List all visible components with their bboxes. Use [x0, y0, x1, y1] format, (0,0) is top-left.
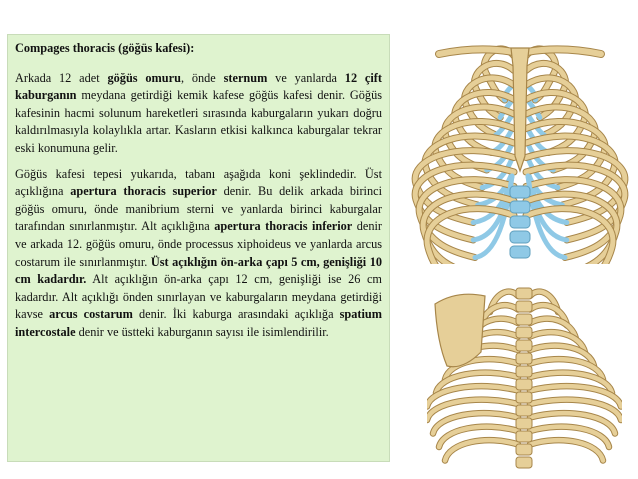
bold-term: göğüs omuru — [107, 70, 181, 85]
section-heading: Compages thoracis (göğüs kafesi): — [15, 41, 195, 55]
bold-term: sternum — [223, 70, 268, 85]
bold-term: arcus costarum — [49, 307, 133, 322]
text-run: , önde — [180, 70, 224, 85]
vertebra — [516, 418, 532, 429]
text-run: Alt açıklığın ön-arka çapı 12 cm, genişliği ise 26 cm kadardır. Alt açıklığı önden sınırlayan ve kaburgaların meydana getirdiği kavse — [15, 272, 382, 322]
vertebra — [516, 405, 532, 416]
text-run: denir. Bu delik arkada birinci göğüs omuru, önde manibrium sterni ve yanlarda birinci kaburgalar tarafından sınırlanmıştır. Alt açıklığına — [15, 184, 382, 234]
paragraph-apertures — [15, 166, 382, 342]
vertebra — [510, 246, 530, 258]
text-run: denir ve üstteki kaburganın sayısı ile isimlendirilir. — [75, 324, 329, 339]
ribcage-back-illustration — [427, 282, 622, 474]
vertebra — [510, 201, 530, 213]
bold-term: spatium intercostale — [15, 307, 383, 339]
vertebra — [516, 301, 532, 312]
bold-term: apertura thoracis superior — [70, 184, 217, 199]
text-run: Arkada 12 adet — [15, 70, 108, 85]
scapula — [435, 294, 485, 367]
vertebra — [510, 216, 530, 228]
vertebra — [516, 366, 532, 377]
sternum — [511, 48, 529, 171]
vertebra — [516, 379, 532, 390]
text-run: ve yanlarda — [267, 70, 345, 85]
vertebra — [516, 444, 532, 455]
vertebra — [516, 392, 532, 403]
vertebra — [516, 327, 532, 338]
vertebra — [516, 431, 532, 442]
vertebra — [516, 288, 532, 299]
bold-term: apertura thoracis inferior — [214, 219, 353, 234]
bold-term: 12 çift kaburganın — [15, 70, 382, 103]
text-panel — [7, 34, 390, 462]
vertebra — [510, 231, 530, 243]
vertebra — [516, 314, 532, 325]
vertebra — [510, 186, 530, 198]
bold-term: Üst açıklığın ön-arka çapı 5 cm, genişliği 10 cm kadardır. — [15, 254, 382, 287]
paragraph-ribcage-definition — [15, 70, 382, 158]
vertebra — [516, 340, 532, 351]
text-run: Göğüs kafesi tepesi yukarıda, tabanı aşağıda koni şeklindedir. Üst açıklığına — [15, 166, 382, 199]
text-run: meydana getirdiği kemik kafese göğüs kafesi denir. Göğüs kafesinin hacmi solunum hareketleri sırasında kaburgaların yukarı doğru kaldırılmasıyla kolaylıkla artar. Kasların etkisi kalkınca kaburgalar tekrar eski konumuna gelir. — [15, 88, 382, 155]
text-run: denir. İki kaburga arasındaki açıklığa — [132, 307, 340, 322]
vertebra — [516, 457, 532, 468]
vertebra — [516, 353, 532, 364]
text-run: denir ve arkada 12. göğüs omuru, önde processus xiphoideus ve yanlarda arcus costarum ile sınırlanmıştır. — [15, 219, 383, 269]
ribcage-front-illustration — [409, 26, 631, 264]
